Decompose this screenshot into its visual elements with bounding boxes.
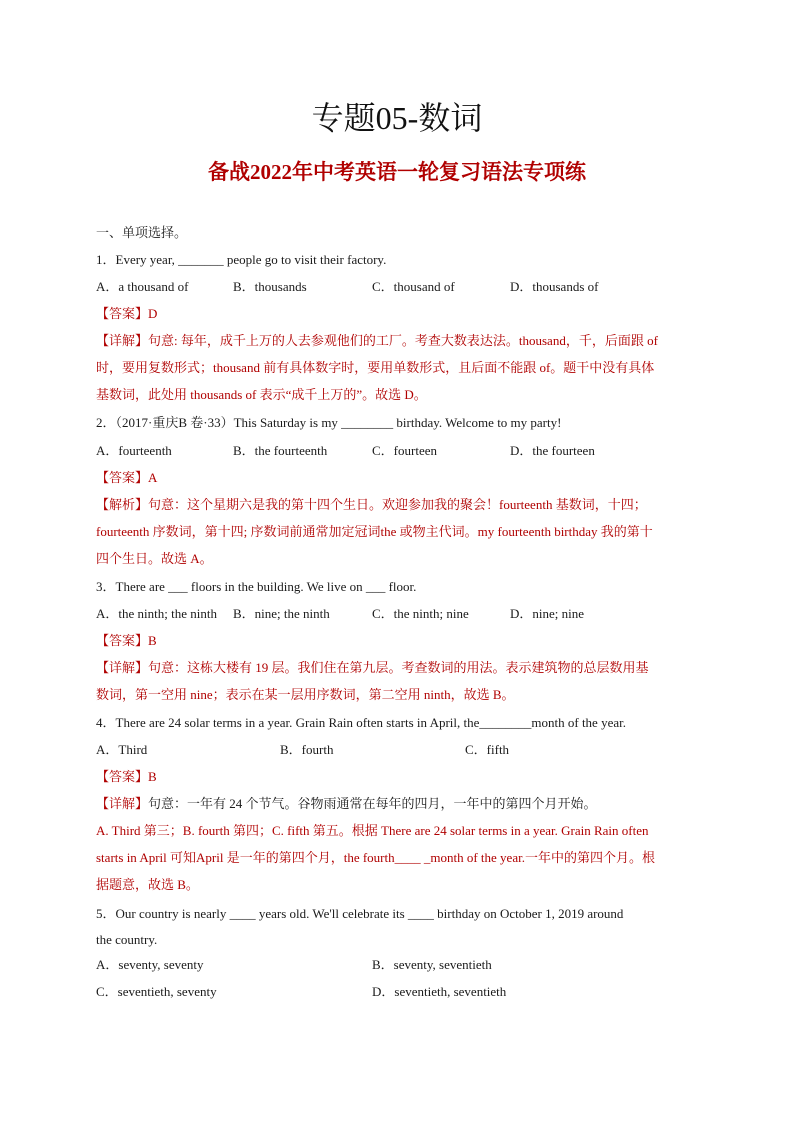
question-2-option-a: A．fourteenth (96, 443, 172, 458)
question-5-stem-line-2: the country. (96, 932, 158, 947)
question-1-detail-line-3: 基数词，此处用 thousands of 表示“成千上万的”。故选 D。 (96, 387, 427, 402)
question-4-detail-line-2: A. Third 第三；B. fourth 第四；C. fifth 第五。根据 There are 24 solar terms in a year. Grain Rain often (96, 823, 649, 838)
question-3-stem: 3．There are ___ floors in the building. We live on ___ floor. (96, 579, 417, 594)
question-3-option-b: B．nine; the ninth (233, 606, 330, 621)
question-4-option-c: C．fifth (465, 742, 510, 757)
question-1-option-b: B．thousands (233, 279, 307, 294)
question-2-detail-line-2: fourteenth 序数词，第十四; 序数词前通常加定冠词the 或物主代词。my fourteenth birthday 我的第十 (96, 524, 653, 539)
question-3-option-c: C．the ninth; nine (372, 606, 469, 621)
question-5-option-b: B．seventy, seventieth (372, 957, 492, 972)
question-4-option-b: B．fourth (280, 742, 334, 757)
answer-value: D (148, 306, 158, 321)
answer-tag: 【答案】 (96, 306, 149, 321)
question-1-option-c: C．thousand of (372, 279, 455, 294)
question-2-detail-line-1: 【解析】句意：这个星期六是我的第十四个生日。欢迎参加我的聚会！fourteenth 基数词，十四； (96, 497, 647, 512)
question-4-detail-line-3: starts in April 可知April 是一年的第四个月，the fourth____ _month of the year.一年中的第四个月。根 (96, 850, 655, 865)
question-3-detail-line-1: 【详解】句意：这栋大楼有 19 层。我们住在第九层。考查数词的用法。表示建筑物的总层数用基 (96, 660, 649, 675)
question-5-option-d: D．seventieth, seventieth (372, 984, 507, 999)
question-2-option-d: D．the fourteen (510, 443, 595, 458)
page-subtitle: 备战2022年中考英语一轮复习语法专项练 (208, 160, 586, 184)
question-2-stem: 2．（2017·重庆B 卷·33）This Saturday is my ________ birthday. Welcome to my party! (96, 415, 562, 430)
answer-tag: 【答案】 (96, 769, 149, 784)
question-5-option-c: C．seventieth, seventy (96, 984, 217, 999)
question-4-detail-line-4: 据题意，故选 B。 (96, 877, 199, 892)
question-3-option-a: A．the ninth; the ninth (96, 606, 217, 621)
question-3-option-d: D．nine; nine (510, 606, 585, 621)
detail-tag: 【详解】 (96, 333, 149, 348)
question-1-detail-line-1: 【详解】句意: 每年，成千上万的人去参观他们的工厂。考查大数表达法。thousand，千，后面跟 of (96, 333, 658, 348)
question-2-answer (96, 467, 706, 489)
page-title: 专题05-数词 (311, 100, 483, 136)
question-4-answer (96, 766, 706, 788)
answer-tag: 【答案】 (96, 470, 149, 485)
question-2-detail-line-3: 四个生日。故选 A。 (96, 551, 213, 566)
answer-value: B (148, 633, 157, 648)
question-5-stem-line-1: 5．Our country is nearly ____ years old. We'll celebrate its ____ birthday on October 1, 2019 around (96, 906, 624, 921)
question-2-option-b: B．the fourteenth (233, 443, 328, 458)
question-4-stem: 4．There are 24 solar terms in a year. Grain Rain often starts in April, the________month of the year. (96, 715, 626, 730)
answer-value: B (148, 769, 157, 784)
question-4-detail-line-1: 【详解】句意：一年有 24 个节气。谷物雨通常在每年的四月，一年中的第四个月开始。 (96, 796, 597, 811)
answer-tag: 【答案】 (96, 633, 149, 648)
question-1-option-a: A．a thousand of (96, 279, 189, 294)
question-5-option-a: A．seventy, seventy (96, 957, 204, 972)
question-2-option-c: C．fourteen (372, 443, 437, 458)
detail-tag: 【详解】 (96, 796, 149, 811)
question-3-detail-line-2: 数词，第一空用 nine；表示在某一层用序数词，第二空用 ninth，故选 B。 (96, 687, 515, 702)
question-1-option-d: D．thousands of (510, 279, 599, 294)
answer-value: A (148, 470, 158, 485)
section-heading: 一、单项选择。 (96, 225, 188, 240)
question-1-answer (96, 303, 706, 325)
question-4-option-a: A．Third (96, 742, 148, 757)
question-1-detail-line-2: 时，要用复数形式；thousand 前有具体数字时，要用单数形式，且后面不能跟 of。题干中没有具体 (96, 360, 655, 375)
detail-tag: 【解析】 (96, 497, 149, 512)
detail-tag: 【详解】 (96, 660, 149, 675)
question-1-stem: 1．Every year, _______ people go to visit their factory. (96, 252, 387, 267)
question-3-answer (96, 630, 706, 652)
